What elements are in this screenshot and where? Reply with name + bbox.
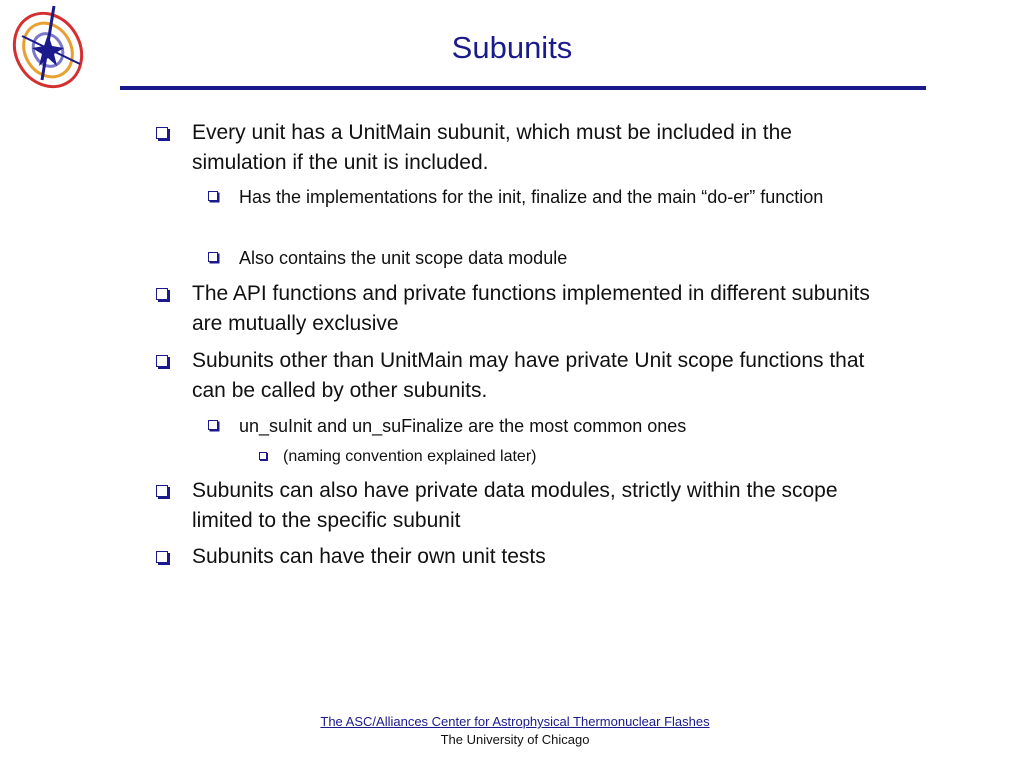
bullet-text: Also contains the unit scope data module: [239, 248, 568, 268]
checkbox-bullet-icon: [259, 452, 267, 460]
bullet-item: [156, 542, 896, 572]
bullet-text: Subunits can have their own unit tests: [192, 545, 546, 568]
slide-title: Subunits: [451, 30, 573, 65]
bullet-text: The API functions and private functions implemented in different subunits are mutually exclusive: [192, 282, 870, 335]
bullet-text: Subunits can also have private data modules, strictly within the scope limited to the specific subunit: [192, 479, 838, 532]
title-underline: [120, 86, 926, 90]
institution-text: The University of Chicago: [440, 732, 590, 747]
checkbox-bullet-icon: [208, 191, 218, 201]
sub-sub-bullet-item: [259, 446, 859, 468]
checkbox-bullet-icon: [156, 551, 168, 563]
checkbox-bullet-icon: [156, 127, 168, 139]
checkbox-bullet-icon: [208, 420, 218, 430]
bullet-item: [156, 476, 896, 536]
checkbox-bullet-icon: [156, 288, 168, 300]
bullet-item: [156, 279, 896, 339]
bullet-text: un_suInit and un_suFinalize are the most common ones: [239, 416, 687, 436]
bullet-text: Every unit has a UnitMain subunit, which must be included in the simulation if the unit is included.: [192, 121, 792, 174]
sub-bullet-item: [208, 413, 908, 439]
bullet-text: Has the implementations for the init, finalize and the main “do-er” function: [239, 187, 824, 207]
bullet-item: [156, 346, 896, 406]
checkbox-bullet-icon: [208, 252, 218, 262]
bullet-text: (naming convention explained later): [283, 448, 537, 465]
sub-bullet-item: [208, 245, 908, 271]
bullet-text: Subunits other than UnitMain may have private Unit scope functions that can be called by other subunits.: [192, 349, 865, 402]
checkbox-bullet-icon: [156, 485, 168, 497]
footer-center-link[interactable]: [0, 714, 1024, 730]
footer-institution: [0, 732, 1024, 748]
checkbox-bullet-icon: [156, 355, 168, 367]
bullet-item: [156, 118, 896, 178]
sub-bullet-item: [208, 184, 908, 210]
center-link[interactable]: The ASC/Alliances Center for Astrophysical Thermonuclear Flashes: [320, 714, 710, 729]
